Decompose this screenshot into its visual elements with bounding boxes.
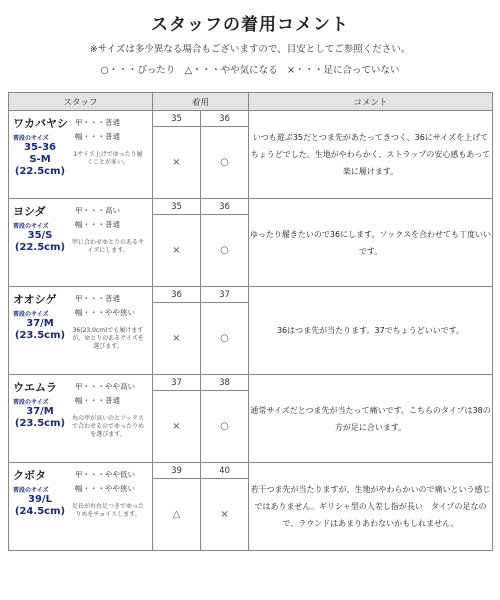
width-rating: 幅・・・やや狭い [75,308,135,317]
staff-profile-cell [9,287,153,375]
width-rating: 幅・・・普通 [75,132,120,141]
staff-name: ヨシダ [13,205,46,218]
fit-mark-2: ○ [201,127,249,199]
staff-row [9,463,493,479]
staff-profile-cell [9,463,153,551]
fit-size-2: 37 [201,287,249,303]
instep-rating: 甲・・・高い [75,206,120,215]
fit-mark-2: ○ [201,303,249,375]
staff-row [9,199,493,215]
usual-size [11,494,69,518]
width-rating: 幅・・・やや狭い [75,484,135,493]
usual-size-label: 普段のサイズ [13,487,49,494]
usual-size-value: 39/L [28,494,52,505]
staff-name: ウエムラ [13,381,57,394]
size-note: ※サイズは多少異なる場合もございますので、目安としてご参照ください。 [89,44,411,55]
usual-size-cm: (22.5cm) [14,242,66,253]
fit-legend: ○・・・ぴったり △・・・やや気になる ×・・・足に合っていない [100,65,400,76]
fit-mark-1: × [153,215,201,287]
usual-size-label: 普段のサイズ [13,399,49,406]
instep-rating: 甲・・・やや高い [75,382,135,391]
width-rating: 幅・・・普通 [75,396,120,405]
header-comment: コメント [249,93,493,111]
fit-size-1: 37 [153,375,201,391]
staff-comment: いつも遊ぶ35だとつま先があたってきつく、36にサイズを上げてちょうどでした。生地がやわらかく、ストラップの安心感もあって楽に履けます。 [249,111,493,199]
staff-memo: 36(23.0cm)でも履けますが、ゆとりのあるサイズを選びます。 [72,327,144,350]
header-staff: スタッフ [9,93,153,111]
staff-memo: 1サイズ上げでゆったり履くことが多い。 [73,151,143,166]
instep-rating: 甲・・・普通 [75,118,120,127]
fit-mark-2: ○ [201,391,249,463]
usual-size-cm: (24.5cm) [14,506,66,517]
usual-size-value: 37/M [26,318,54,329]
usual-size-value: 37/M [26,406,54,417]
usual-size [11,142,69,178]
usual-size-letter: S-M [29,154,51,165]
fit-size-2: 38 [201,375,249,391]
staff-memo: 甲に合わせゆとりのあるサイズにします。 [71,239,144,254]
usual-size [11,230,69,254]
usual-size-value: 35-36 [24,142,56,153]
staff-profile-cell [9,375,153,463]
staff-comment: 若干つま先が当たりますが、生地がやわらかいので痛いという感じではありません。ギリシャ型の人差し指が長い タイプの足なので、ラウンドはあまりあわないかもしれません。 [249,463,493,551]
fit-size-1: 36 [153,287,201,303]
width-rating: 幅・・・普通 [75,220,120,229]
fit-mark-1: × [153,127,201,199]
staff-comment: 通常サイズだとつま先が当たって痛いです。こちらのタイプは38の方が足に合います。 [249,375,493,463]
staff-memo: 右の甲が高いのとソックスで合わせるのでゆったりめを選びます。 [72,415,144,438]
staff-fit-table [8,92,493,551]
usual-size-cm: (23.5cm) [14,418,66,429]
fit-size-2: 36 [201,199,249,215]
staff-row [9,375,493,391]
staff-profile-cell [9,111,153,199]
staff-comment: ゆったり履きたいので36にします。ソックスを合わせても丁度いいです。 [249,199,493,287]
usual-size-label: 普段のサイズ [13,311,49,318]
fit-mark-1: △ [153,479,201,551]
page-title: スタッフの着用コメント [151,15,349,35]
instep-rating: 甲・・・普通 [75,294,120,303]
instep-rating: 甲・・・やや低い [75,470,135,479]
usual-size-label: 普段のサイズ [13,135,49,142]
fit-size-1: 35 [153,199,201,215]
usual-size-value: 35/S [27,230,53,241]
usual-size [11,318,69,342]
fit-size-2: 40 [201,463,249,479]
fit-mark-2: × [201,479,249,551]
staff-row [9,287,493,303]
usual-size-cm: (23.5cm) [14,330,66,341]
usual-size [11,406,69,430]
staff-profile-cell [9,199,153,287]
fit-mark-1: × [153,391,201,463]
usual-size-label: 普段のサイズ [13,223,49,230]
staff-name: オオシゲ [13,293,57,306]
fit-size-1: 35 [153,111,201,127]
header-fit: 着用 [153,93,249,111]
staff-name: クボタ [13,469,46,482]
fit-mark-1: × [153,303,201,375]
fit-mark-2: ○ [201,215,249,287]
usual-size-cm: (22.5cm) [14,166,66,177]
staff-comment: 36はつま先が当たります。37でちょうどいいです。 [249,287,493,375]
staff-name: ワカバヤシ [13,117,68,130]
fit-size-2: 36 [201,111,249,127]
fit-size-1: 39 [153,463,201,479]
staff-row [9,111,493,127]
staff-memo: 足長が右右足つきでゆったりめをチョイスします。 [72,503,144,518]
